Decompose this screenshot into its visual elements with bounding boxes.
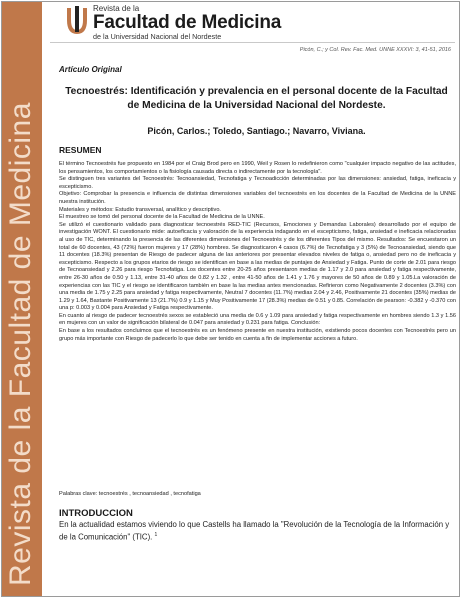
brand-sub: de la Universidad Nacional del Nordeste — [93, 32, 222, 41]
journal-brand — [93, 4, 281, 41]
abstract-paragraph: En cuanto al riesgo de padecer tecnoestrés sexos se estableció una media de 0.6 y 1.09 para ansiedad y fatiga respectivamente en hombres siendo 1.3 y 1.56 en mujeres con un valor de significación bilateral de 0.047 para ansiedad y 0.231 para fatiga. Conclusión: — [59, 312, 456, 327]
journal-sidebar — [2, 2, 42, 597]
citation: Picón, C.; y Col. Rev. Fac. Med. UNNE XXXVI: 3, 41-51, 2016 — [299, 47, 451, 53]
article-title: Tecnoestrés: Identificación y prevalencia en el personal docente de la Facultad de Medicina de la Universidad Nacional del Nordeste. — [65, 86, 448, 111]
introduction-text — [59, 519, 456, 543]
brand-top: Revista de la — [93, 4, 140, 13]
brand-main: Facultad de Medicina — [93, 12, 282, 33]
sidebar-journal-name: Revista de la Facultad de Medicina — [4, 102, 37, 586]
article-authors: Picón, Carlos.; Toledo, Santiago.; Navarro, Viviana. — [147, 126, 366, 136]
reference-marker: 1 — [154, 532, 158, 538]
university-logo-icon — [66, 6, 88, 36]
abstract-paragraph: El muestreo se tomó del personal docente de la Facultad de Medicina de la UNNE. — [59, 214, 265, 221]
introduction-sentence: En la actualidad estamos viviendo lo que Castells ha llamado la "Revolución de la Tecnología de la Información y de la Comunicación" (TIC). — [59, 520, 450, 542]
abstract-paragraph: El término Tecnoestrés fue propuesto en 1984 por el Craig Brod pero en 1990, Weil y Rosen lo redefinieron como "cualquier impacto negativo de las actitudes, los pensamientos, los comportamientos o la fisiología causada directa o indirectamente por la tecnología". — [59, 161, 456, 175]
abstract-paragraph: Se distinguen tres variantes del Tecnoestrés: Tecnoansiedad, Tecnofatiga y Tecnoadicción determinadas por las dimensiones: ansiedad, fatiga, ineficacia y escepticismo. — [59, 176, 456, 190]
abstract-paragraph: Materiales y métodos: Estudio transversal, analítico y descriptivo. — [59, 206, 221, 213]
keywords: Palabras clave: tecnoestrés , tecnoansiedad , tecnofatiga — [59, 491, 201, 497]
introduction-heading: INTRODUCCION — [59, 508, 133, 519]
abstract-heading: RESUMEN — [59, 145, 102, 155]
abstract-paragraph: Se utilizó el cuestionario validado para diagnosticar tecnoestrés RED-TIC (Recursos, Emociones y Demandas Laborales) desarrollado por el equipo de investigación WONT. El cuestionario mide: autoeficacia y valoración de la experiencia indagando en el escepticismo, fatiga, ansiedad e ineficacia relacionadas al uso de TIC, determinando la presencia de las diferentes dimensiones del Tecnoestrés y de los diferentes Tipos del mismo. Resultados: Se encuestaron un total de 60 docentes, 43 (72%) fueron mujeres y 17 (28%) hombres. Se diagnosticaron 4 casos (6.7%) de Tecnofatiga y 3 (5%) de Tecnoansiedad, siendo que 11 docentes (18.3%) presentan de Riesgo de padecer alguna de las anteriores por presentar elevados niveles de fatiga o, ansiedad pero no de ineficacia y escepticismo. Respecto a los grupos etarios de riesgo se identifican en base a las medias de puntajes de Ansiedad y Fatiga. Punto de corte de 2.01 para riesgo de Tecnoansiedad y 2.26 para riesgo Tecnofatiga. Los docentes entre 20-25 años presentaron medias de 1.17 y 2.0 para ansiedad y fatiga respectivamente, entre 26-30 años de 0.50 y 1.13, entre 31-40 años de 0.82 y 1.32 , entre 41-50 años de 1.41 y 1.76 y mayores de 50 años de 0.89 y 1.05.La valoración de experiencias con las TIC y el riesgo se identificaron también en base la las medias antes mencionadas. Refirieron como Negativamente 2 docentes (3.3%) con una media de 1.75 y 2.25 para ansiedad y fatiga respectivamente, Neutral 7 docentes (11.7%) medias 2.04 y 2.46, Positivamente 21 docentes (35%) medias de 1.29 y 1.64, Bastante Positivamente 13 (21.7%) 0.9 y 1.15 y Muy Positivamente 17 (28.3%) medias de 0.51 y 0.85. Correlación de pearson: -0.382 y -0.370 con una p: 0.003 y 0.004 para Ansiedad y Fatiga respectivamente. — [59, 221, 456, 312]
page — [1, 1, 460, 597]
header-divider — [50, 42, 455, 43]
section-label: Artículo Original — [59, 65, 122, 74]
abstract-body — [59, 161, 456, 343]
abstract-paragraph: En base a los resultados concluimos que el tecnoestrés es un fenómeno presente en nuestra institución, existiendo pocos docentes con Tecnoestrés pero un grupo más importante con Riesgo de padecerlo lo que debe ser tenido en cuenta a fin de implementar acciones a futuro. — [59, 328, 456, 342]
abstract-paragraph: Objetivo: Comprobar la presencia e influencia de distintas dimensiones variables del tecnoestrés en los docentes de la Facultad de Medicina de la UNNE nuestra institución. — [59, 191, 456, 205]
